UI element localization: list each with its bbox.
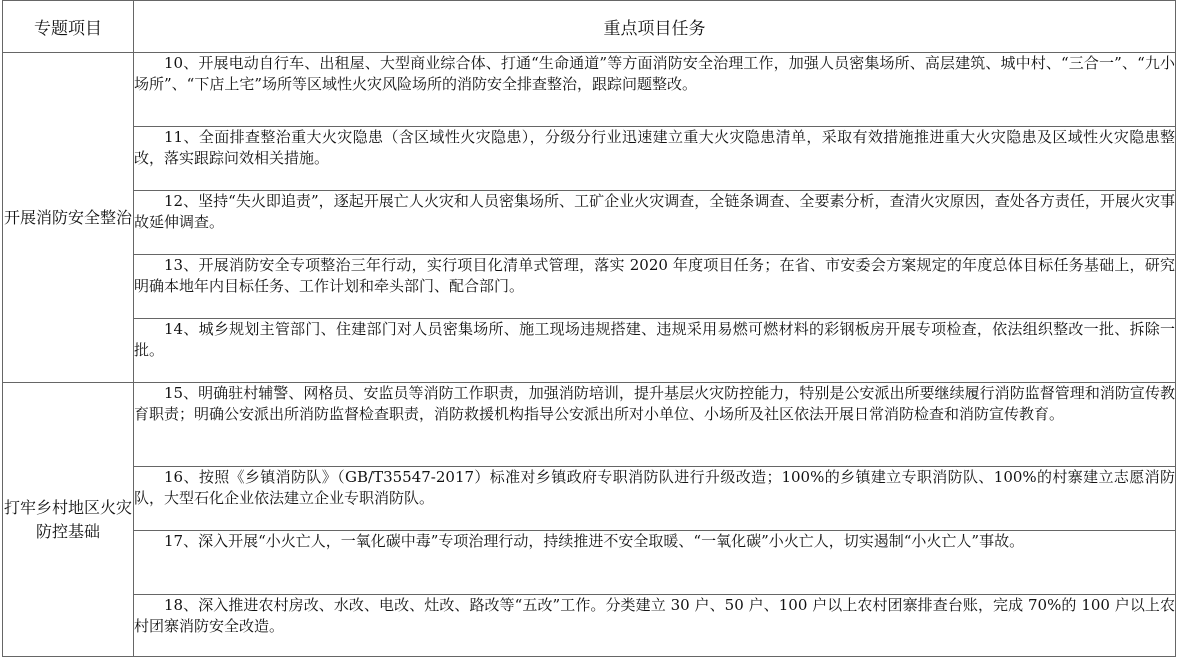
- task-cell: [134, 595, 1176, 657]
- table-row: [3, 383, 1176, 467]
- table-row: [3, 319, 1176, 383]
- task-text: 15、明确驻村辅警、网格员、安监员等消防工作职责，加强消防培训，提升基层火灾防控能力，特别是公安派出所要继续履行消防监督管理和消防宣传教育职责；明确公安派出所消防监督检查职责，消防救援机构指导公安派出所对小单位、小场所及社区依法开展日常消防检查和消防宣传教育。: [134, 384, 1175, 423]
- header-topic: 专题项目: [3, 1, 134, 53]
- task-cell: [134, 53, 1176, 127]
- table-row: [3, 531, 1176, 595]
- task-cell: [134, 255, 1176, 319]
- task-text: 16、按照《乡镇消防队》（GB/T35547-2017）标准对乡镇政府专职消防队进行升级改造；100%的乡镇建立专职消防队、100%的村寨建立志愿消防队，大型石化企业依法建立企业专职消防队。: [134, 468, 1175, 507]
- task-cell: [134, 531, 1176, 595]
- task-text: 12、坚持“失火即追责”，逐起开展亡人火灾和人员密集场所、工矿企业火灾调查，全链条调查、全要素分析，查清火灾原因，查处各方责任，开展火灾事故延伸调查。: [134, 192, 1175, 231]
- task-text: 10、开展电动自行车、出租屋、大型商业综合体、打通“生命通道”等方面消防安全治理工作，加强人员密集场所、高层建筑、城中村、“三合一”、“九小场所”、“下店上宅”场所等区域性火灾风险场所的消防安全排查整治，跟踪问题整改。: [134, 54, 1175, 93]
- table-row: [3, 191, 1176, 255]
- header-tasks: 重点项目任务: [134, 1, 1176, 53]
- task-cell: [134, 467, 1176, 531]
- task-text: 13、开展消防安全专项整治三年行动，实行项目化清单式管理，落实 2020 年度项目任务；在省、市安委会方案规定的年度总体目标任务基础上，研究明确本地年内目标任务、工作计划和牵头部门、配合部门。: [134, 256, 1175, 295]
- task-text: 17、深入开展“小火亡人，一氧化碳中毒”专项治理行动，持续推进不安全取暖、“一氧化碳”小火亡人，切实遏制“小火亡人”事故。: [164, 532, 1025, 550]
- task-cell: [134, 127, 1176, 191]
- table-row: [3, 127, 1176, 191]
- topic-cell: 打牢乡村地区火灾防控基础: [3, 383, 134, 657]
- task-text: 18、深入推进农村房改、水改、电改、灶改、路改等“五改”工作。分类建立 30 户、50 户、100 户以上农村团寨排查台账，完成 70%的 100 户以上农村团寨消防安全改造。: [134, 596, 1175, 635]
- table-row: [3, 255, 1176, 319]
- task-cell: [134, 383, 1176, 467]
- header-row: [3, 1, 1176, 53]
- task-table: [2, 0, 1176, 657]
- topic-cell: 开展消防安全整治: [3, 53, 134, 383]
- task-text: 11、全面排查整治重大火灾隐患（含区域性火灾隐患），分级分行业迅速建立重大火灾隐患清单，采取有效措施推进重大火灾隐患及区域性火灾隐患整改，落实跟踪问效相关措施。: [134, 128, 1175, 167]
- table-row: [3, 53, 1176, 127]
- task-text: 14、城乡规划主管部门、住建部门对人员密集场所、施工现场违规搭建、违规采用易燃可燃材料的彩钢板房开展专项检查，依法组织整改一批、拆除一批。: [134, 320, 1175, 359]
- table-row: [3, 595, 1176, 657]
- task-cell: [134, 319, 1176, 383]
- task-cell: [134, 191, 1176, 255]
- table-row: [3, 467, 1176, 531]
